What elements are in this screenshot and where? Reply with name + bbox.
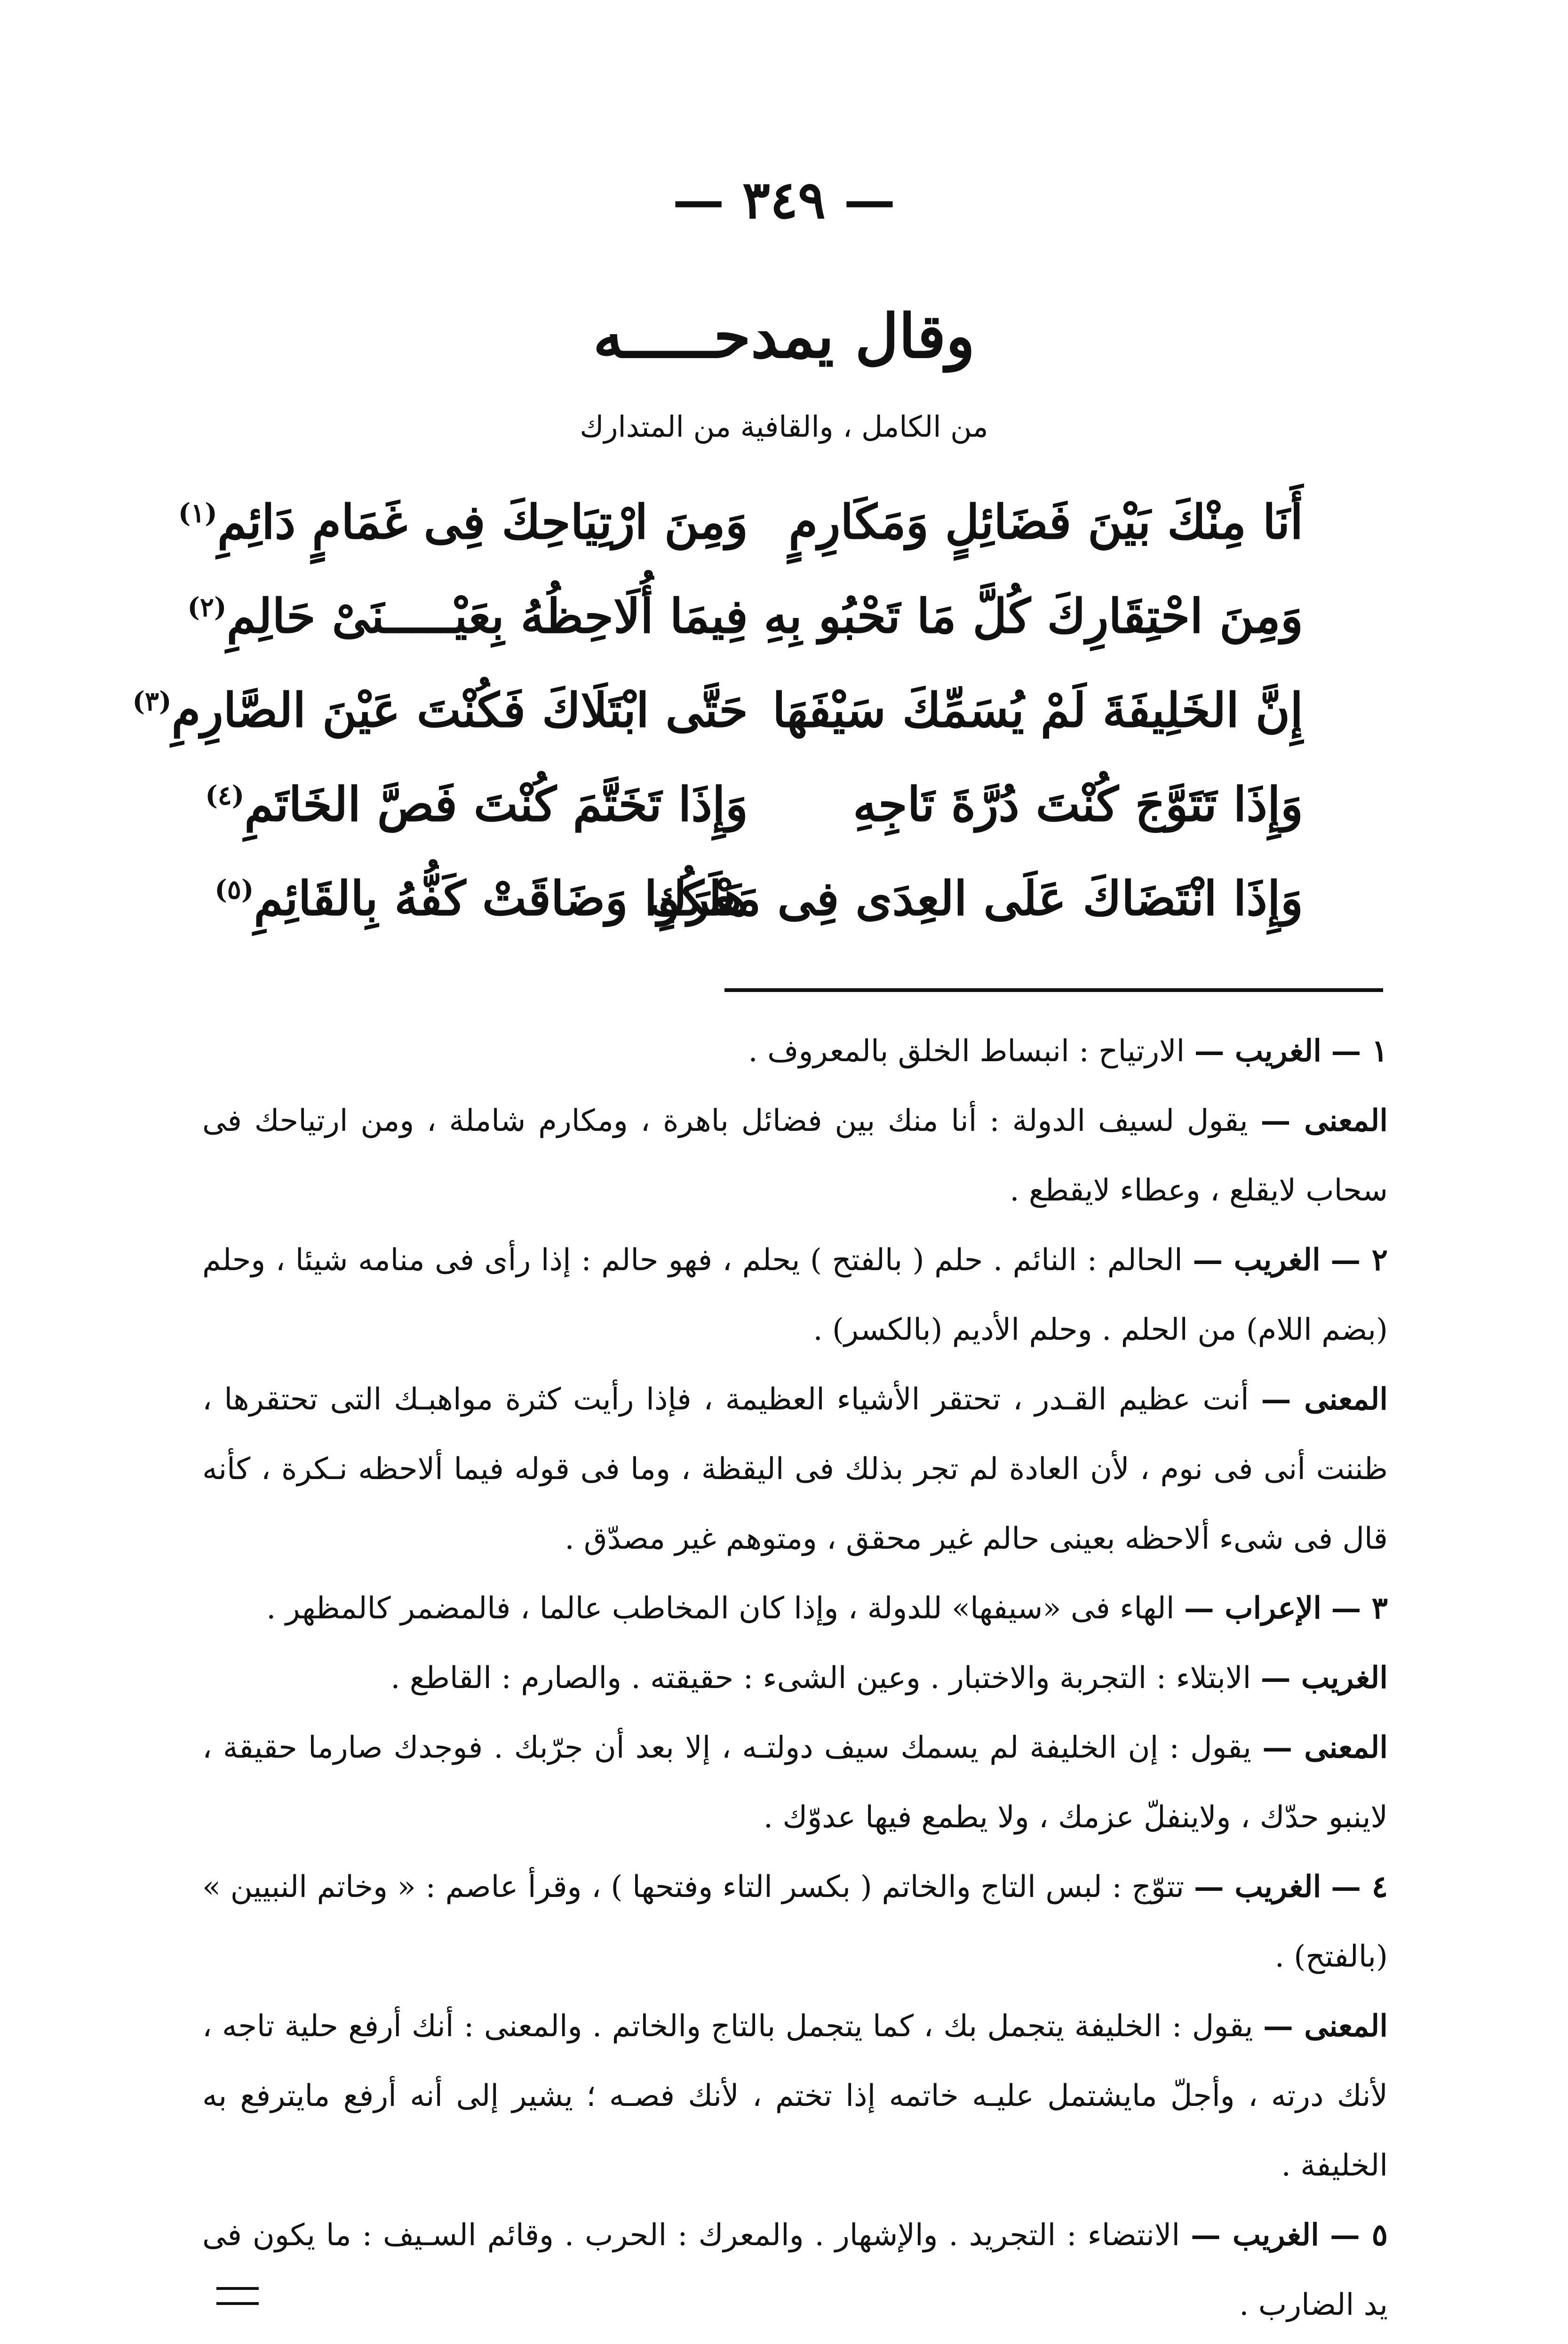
footnote (202, 1852, 1388, 1992)
footnote-number: ٢ — (1330, 1242, 1388, 1278)
verse (178, 485, 1303, 579)
section-subtitle: من الكامل ، والقافية من المتدارك (580, 409, 988, 444)
verse (132, 673, 1303, 767)
section-title: وقال يمدحـــــه (593, 301, 975, 372)
footnote-label: الغريب — (1193, 1242, 1321, 1278)
verse-note-marker: (٣) (132, 686, 172, 717)
footnote-number: ٥ — (1329, 2217, 1388, 2253)
footnote-text: تتوّج : لبس التاج والخاتم ( بكسر التاء وفتحها ) ، وقرأ عاصم : « وخاتم النبيين » (بالفتح) . (202, 1870, 1388, 1974)
footnote (202, 1992, 1388, 2200)
footnote-text: يقول لسيف الدولة : أنا منك بين فضائل باهرة ، ومكارم شاملة ، ومن ارتياحك فى سحاب لايقلع ، وعطاء لايقطع . (202, 1104, 1388, 1208)
footnote-number: ١ — (1331, 1033, 1388, 1069)
footnote (202, 1713, 1388, 1852)
verse-second-hemistich (202, 776, 748, 832)
footnote-text: يقول : إن الخليفة لم يسمك سيف دولتـه ، إلا بعد أن جرّبك . فوجدك صارما حقيقة ، لاينبو حدّك ، ولاينفلّ عزمك ، ولا يطمع فيها عدوّك . (202, 1730, 1388, 1835)
footnote-label: المعنى — (1260, 1103, 1388, 1138)
verse (187, 579, 1303, 673)
footnote (202, 2200, 1388, 2340)
footnote (202, 1643, 1388, 1713)
footnotes (202, 1016, 1388, 2340)
footnote-text: أنت عظيم القـدر ، تحتقر الأشياء العظيمة ، فإذا رأيت كثرة مواهبـك التى تحتقرها ، ظننت أنى فى نوم ، لأن العادة لم تجر بذلك فى اليقظة ، وما فى قوله فيما ألاحظه نـكرة ، كأنه قال فى شىء ألاحظه بعينى حالم غير محقق ، ومتوهم غير مصدّق . (202, 1382, 1388, 1556)
verse-note-marker: (٥) (215, 874, 254, 905)
verse-first-hemistich: وَإِذَا انْتَضَاكَ عَلَى العِدَى فِى مَعْرَكٍ (648, 871, 1303, 926)
verse-note-marker: (١) (178, 497, 217, 529)
verse-second-hemistich (132, 682, 748, 738)
verse-second-hemistich-text: هَلَكُوا وَضَاقَتْ كَفُّهُ بِالقَائِمِ (254, 871, 748, 926)
footnote-label: الإعراب — (1184, 1591, 1321, 1626)
verse-second-hemistich (178, 494, 748, 550)
footnote-label: المعنى — (1261, 1382, 1388, 1417)
footnote-separator (724, 988, 1383, 992)
footnote-number: ٤ — (1331, 1869, 1388, 1904)
verse-second-hemistich (202, 871, 748, 926)
footnote-text: الابتلاء : التجربة والاختبار . وعين الشىء : حقيقته . والصارم : القاطع . (390, 1661, 1251, 1696)
verse-note-marker: (٢) (187, 592, 227, 623)
verse-first-hemistich: أَنَا مِنْكَ بَيْنَ فَضَائِلٍ وَمَكَارِمٍ (788, 494, 1303, 550)
verse-second-hemistich-text: وَإِذَا تَخَتَّمَ كُنْتَ فَصَّ الخَاتَمِ (244, 776, 748, 832)
verse (202, 861, 1303, 955)
footnote-label: الغريب — (1194, 1869, 1321, 1904)
footnote (202, 1016, 1388, 1086)
page-number: — ٣٤٩ — (672, 169, 896, 230)
footnote (202, 1574, 1388, 1643)
end-mark (216, 2287, 259, 2305)
footnote-label: الغريب — (1191, 2217, 1319, 2253)
footnote-text: الارتياح : انبساط الخلق بالمعروف . (748, 1034, 1185, 1069)
verse-first-hemistich: وَإِذَا تَتَوَّجَ كُنْتَ دُرَّةَ تَاجِهِ (853, 776, 1303, 832)
footnote-label: المعنى — (1262, 1730, 1388, 1765)
poem (132, 485, 1303, 955)
verse-second-hemistich-text: فِيمَا أُلَاحِظُهُ بِعَيْـــــنَىْ حَالِمِ (226, 588, 748, 644)
footnote (202, 1225, 1388, 1365)
footnote-text: يقول : الخليفة يتجمل بك ، كما يتجمل بالتاج والخاتم . والمعنى : أنك أرفع حلية تاجه ، لأنك درته ، وأجلّ مايشتمل عليـه خاتمه إذا تختم ، لأنك فصـه ؛ يشير إلى أنه أرفع مايترفع به الخليفة . (202, 2009, 1388, 2183)
footnote (202, 1365, 1388, 1574)
footnote-label: المعنى — (1263, 2008, 1388, 2044)
footnote-label: الغريب — (1260, 1660, 1388, 1696)
footnote-text: الانتضاء : التجريد . والإشهار . والمعرك : الحرب . وقائم السـيف : ما يكون فى يد الضارب . (202, 2218, 1388, 2322)
footnote-label: الغريب — (1194, 1033, 1321, 1069)
footnote-text: الهاء فى «سيفها» للدولة ، وإذا كان المخاطب عالما ، فالمضمر كالمظهر . (266, 1591, 1175, 1626)
footnote (202, 1086, 1388, 1225)
verse-first-hemistich: وَمِنَ احْتِقَارِكَ كُلَّ مَا تَحْبُو بِهِ (764, 588, 1303, 644)
verse (202, 767, 1303, 861)
verse-note-marker: (٤) (205, 780, 245, 811)
footnote-text: الحالم : النائم . حلم ( بالفتح ) يحلم ، فهو حالم : إذا رأى فى منامه شيئا ، وحلم (بضم اللام) من الحلم . وحلم الأديم (بالكسر) . (202, 1243, 1388, 1347)
verse-first-hemistich: إِنَّ الخَلِيفَةَ لَمْ يُسَمِّكَ سَيْفَهَا (772, 682, 1303, 738)
verse-second-hemistich-text: وَمِنَ ارْتِيَاحِكَ فِى غَمَامٍ دَائِمِ (217, 494, 748, 550)
verse-second-hemistich (187, 588, 748, 644)
verse-second-hemistich-text: حَتَّى ابْتَلَاكَ فَكُنْتَ عَيْنَ الصَّارِمِ (171, 682, 748, 738)
footnote-number: ٣ — (1331, 1591, 1388, 1626)
